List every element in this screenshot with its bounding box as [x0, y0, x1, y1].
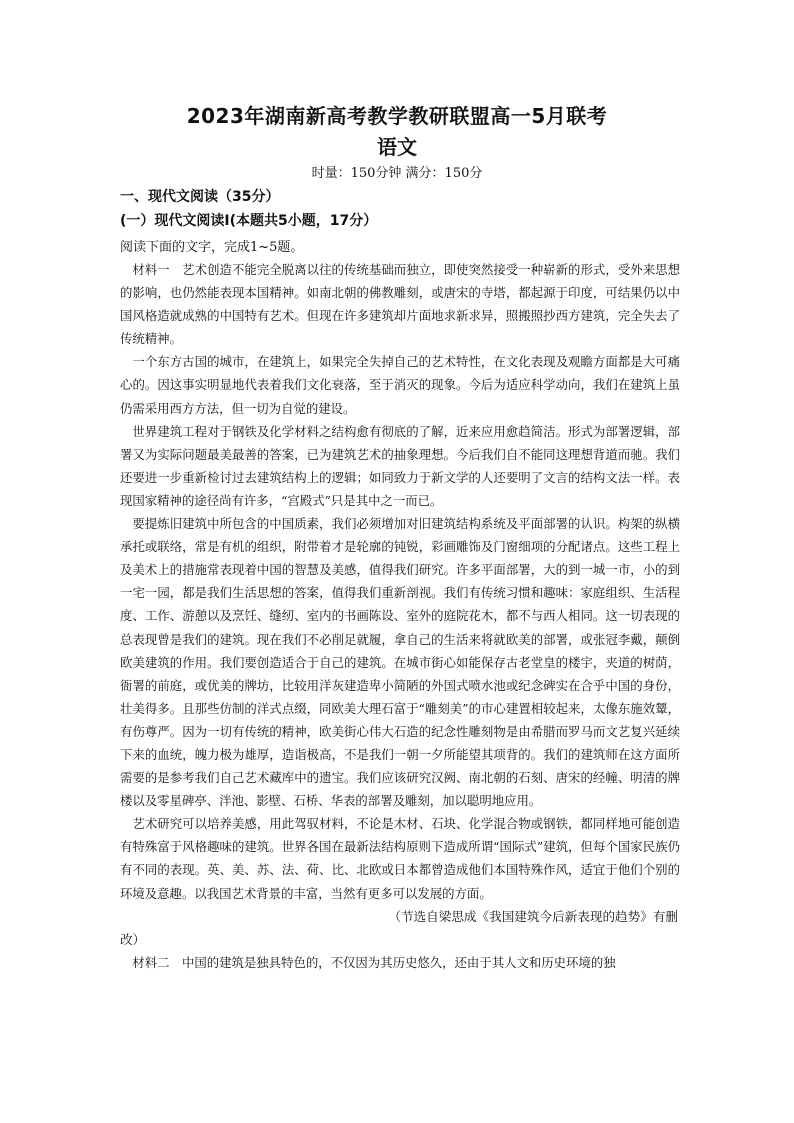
subject-title: 语文 — [377, 135, 417, 159]
paragraph: 艺术研究可以培养美感，用此驾驭材料，不论是木材、石块、化学混合物或钢铁，都同样地可能创造有特殊富于风格趣味的建筑。世界各国在最新法结构原则下造成所谓“国际式”建筑，但每个国家民族仍有不同的表现。英、美、苏、法、荷、比、北欧或日本都曾造成他们本国特殊作风，适宜于他们个别的环境及意趣。以我国艺术背景的丰富，当然有更多可以发展的方面。 — [120, 816, 680, 901]
source-citation-end: 改） — [120, 931, 146, 947]
section-heading: 一、现代文阅读（35分） — [120, 189, 280, 205]
paragraph-material-1: 材料一 艺术创造不能完全脱离以往的传统基础而独立，即使突然接受一种崭新的形式，受外来思想的影响，也仍然能表现本国精神。如南北朝的佛教雕刻，或唐宋的寺塔，都起源于印度，可结果仍以中国风格造就成熟的中国特有艺术。但现在许多建筑却片面地求新求异，照搬照抄西方建筑，完全失去了传统精神。 — [120, 262, 680, 347]
paragraph: 世界建筑工程对于钢铁及化学材料之结构愈有彻底的了解，近来应用愈趋简洁。形式为部署逻辑，部署又为实际问题最美最善的答案，已为建筑艺术的抽象理想。今后我们自不能同这理想背道而驰。我们还要进一步重新检讨过去建筑结构上的逻辑；如同致力于新文学的人还要明了文言的结构文法一样。表现国家精神的途径尚有许多，“宫殿式”只是其中之一而已。 — [120, 423, 680, 508]
paragraph-material-2: 材料二 中国的建筑是独具特色的，不仅因为其历史悠久，还由于其人文和历史环境的独 — [132, 954, 616, 970]
subsection-heading: (一）现代文阅读Ⅰ(本题共5小题，17分） — [120, 213, 378, 229]
reading-passage — [120, 258, 680, 974]
paragraph: 要提炼旧建筑中所包含的中国质素，我们必须增加对旧建筑结构系统及平面部署的认识。构架的纵横承托或联络，常是有机的组织，附带着才是轮廓的钝锐，彩画雕饰及门窗细项的分配诸点。这些工程上及美术上的措施常表现着中国的智慧及美感，值得我们研究。许多平面部署，大的到一城一市，小的到一宅一园，都是我们生活思想的答案，值得我们重新剖视。我们有传统习惯和趣味：家庭组织、生活程度、工作、游憩以及烹饪、缝纫、室内的书画陈设、室外的庭院花木，都不与西人相同。这一切表现的总表现曾是我们的建筑。现在我们不必削足就履，拿自己的生活来将就欧美的部署，或张冠李戴，颠倒欧美建筑的作用。我们要创造适合于自己的建筑。在城市街心如能保存古老堂皇的楼宇，夹道的树荫，衙署的前庭，或优美的牌坊，比较用洋灰建造卑小简陋的外国式喷水池或纪念碑实在合乎中国的身份，壮美得多。且那些仿制的洋式点缀，同欧美大理石富于“雕刻美”的市心建置相较起来，太像东施效颦，有伤尊严。因为一切有传统的精神，欧美街心伟大石造的纪念性雕刻物是由希腊而罗马而文艺复兴延续下来的血统，魄力极为雄厚，造诣极高，不是我们一朝一夕所能望其项背的。我们的建筑师在这方面所需要的是参考我们自己艺术藏库中的遗宝。我们应该研究汉阙、南北朝的石刻、唐宋的经幢、明清的牌楼以及零星碑亭、泮池、影壁、石桥、华表的部署及雕刻，加以聪明地应用。 — [120, 516, 680, 809]
instruction: 阅读下面的文字，完成1~5题。 — [120, 240, 304, 255]
exam-meta: 时量：150分钟 满分：150分 — [311, 166, 483, 181]
exam-title: 2023年湖南新高考教学教研联盟高一5月联考 — [186, 104, 608, 128]
source-citation: （节选自梁思成《我国建筑今后新表现的趋势》有删 — [388, 908, 678, 924]
paragraph: 一个东方古国的城市，在建筑上，如果完全失掉自己的艺术特性，在文化表现及观瞻方面都是大可痛心的。因这事实明显地代表着我们文化衰落，至于消灭的现象。今后为适应科学动向，我们在建筑上虽仍需采用西方方法，但一切为自觉的建设。 — [120, 354, 680, 416]
